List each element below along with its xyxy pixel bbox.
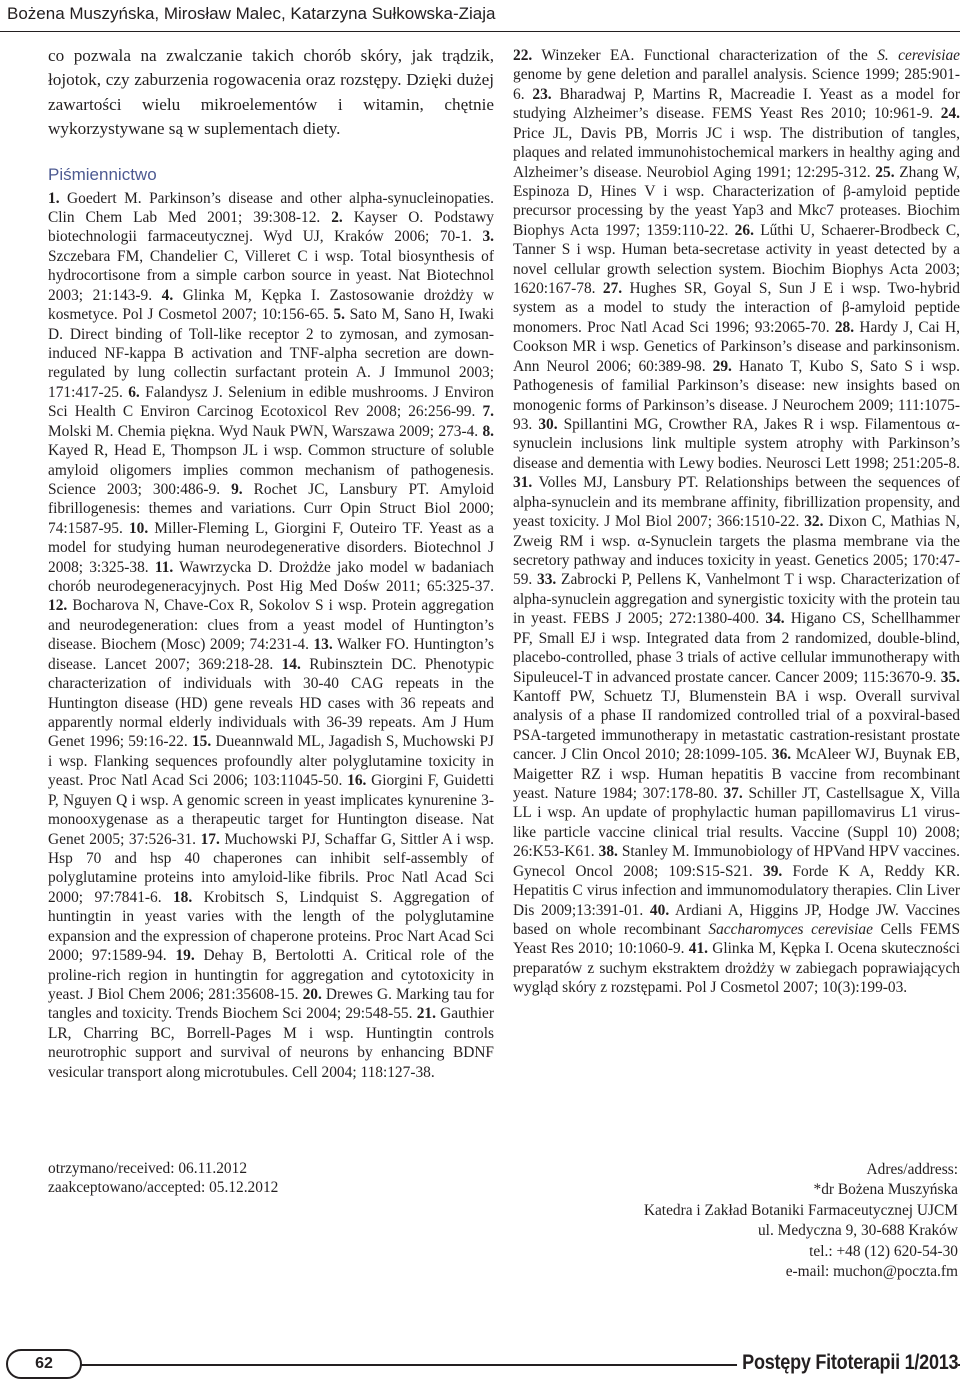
intro-paragraph: co pozwala na zwalczanie takich chorób skóry, jak trądzik, łojotok, czy zaburzenia rogowacenia oraz rozstępy. Dzięki dużej zawartości wielu mikroelementów i witamin, chętnie wykorzystywane są w suplementach diety.	[48, 46, 494, 139]
right-column	[513, 44, 960, 998]
page-number: 62	[6, 1349, 82, 1379]
reference-item: 7. Molski M. Chemia piękna. Wyd Nauk PWN, Warszawa 2009; 273-4.	[48, 403, 495, 440]
reference-item: 9. Rochet JC, Lansbury PT. Amyloid fibrillogenesis: themes and variations. Curr Opin Struct Biol 2000; 74:1587-95.	[48, 480, 494, 537]
address-name: *dr Bożena Muszyńska	[813, 1181, 958, 1199]
reference-item: 18. Krobitsch S, Lindquist S. Aggregation of huntingtin in yeast varies with the length of the polyglutamine expansion and the expression of chaperone proteins. Proc Nart Acad Sci 2000; 97:1589-94.	[48, 888, 495, 965]
reference-item: 41. Glinka M, Kępka I. Ocena skuteczności preparatów z suchym ekstraktem drożdży w zabiegach poprawiających wygląd skóry z rozstępami. Pol J Cosmetol 2007; 10(3):199-03.	[513, 940, 960, 997]
reference-item: 1. Goedert M. Parkinson’s disease and other alpha-synucleinopaties. Clin Chem Lab Med 2001; 39:308-12.	[48, 189, 494, 227]
reference-item: 26. Lűthi U, Schaerer-Brodbeck C, Tanner S i wsp. Human beta-secretase activity in yeast detected by a novel cellular growth selection system. Biochim Biophys Acta 2003; 1620:167-78.	[513, 221, 960, 298]
reference-number: 39.	[763, 862, 783, 880]
reference-item: 21. Gauthier LR, Charring BC, Borrell-Pages M i wsp. Huntingtin controls neurotrophic support and survival of neurons by enhancing BDNF vesicular transport along microtubules. Cell 2004; 118:127-38.	[48, 1005, 494, 1081]
reference-number: 30.	[538, 416, 558, 434]
reference-item: 24. Price JL, Davis PB, Morris JC i wsp. The distribution of tangles, plaques and related immunohistochemical markers in healthy aging and Alzheimer’s disease. Neurobiol Aging 1991; 12:295-312.	[513, 105, 960, 181]
reference-item: 35. Kantoff PW, Schuetz TJ, Blumenstein BA i wsp. Overall survival analysis of a phase II randomized controlled trial of a poxviral-based PSA-targeted immunotherapy in metastatic castration-resistant prostate cancer. J Clin Oncol 2010; 28:1099-105.	[513, 668, 960, 764]
reference-item: 22. Winzeker EA. Functional characterization of the S. cerevisiae genome by gene deletion and parallel analysis. Science 1999; 285:901-6.	[513, 47, 960, 103]
reference-number: 28.	[834, 318, 855, 336]
page-footer	[0, 1344, 960, 1382]
reference-number: 2.	[331, 209, 343, 227]
address-email: e-mail: muchon@poczta.fm	[785, 1263, 958, 1281]
reference-item: 34. Higano CS, Schellhammer PF, Small EJ i wsp. Integrated data from 2 randomized, double-blind, placebo-controlled, phase 3 trials of active cellular immunotherapy with Sipuleucel-T in advanced prostate cancer. Cancer 2009; 115:3670-9.	[513, 610, 960, 686]
reference-item: 12. Bocharova N, Chave-Cox R, Sokolov S i wsp. Protein aggregation and neurodegeneration: clues from a yeast model of Huntington’s disease. Biochem (Mosc) 2009; 74:231-4.	[48, 597, 494, 654]
reference-item: 16. Giorgini F, Guidetti P, Nguyen Q i wsp. A genomic screen in yeast implicates kynurenine 3-monooxygenase as a therapeutic target for Huntington disease. Nat Genet 2005; 37:526-31.	[48, 772, 494, 848]
reference-number: 32.	[804, 513, 824, 531]
reference-item: 6. Falandysz J. Selenium in edible mushrooms. J Environ Sci Health C Environ Carcinog Ecotoxicol Rev 2008; 26:256-99.	[48, 383, 494, 421]
reference-item: 36. McAleer WJ, Buynak EB, Maigetter RZ i wsp. Human hepatitis B vaccine from recombinant yeast. Nature 1984; 307:178-80.	[513, 746, 960, 803]
reference-number: 11.	[154, 558, 174, 576]
reference-number: 14.	[281, 655, 301, 673]
address-street: ul. Medyczna 9, 30-688 Kraków	[757, 1222, 958, 1240]
reference-number: 35.	[940, 668, 960, 686]
header-rule	[0, 31, 960, 32]
reference-number: 37.	[723, 785, 743, 803]
reference-item: 33. Zabrocki P, Pellens K, Vanhelmont T i wsp. Characterization of alpha-synuclein aggregation and synergistic toxicity with the protein tau in yeast. FEBS J 2005; 272:1380-400.	[513, 571, 960, 628]
reference-number: 13.	[313, 636, 333, 654]
reference-number: 22.	[513, 47, 533, 64]
reference-number: 20.	[302, 985, 322, 1003]
references-part-2	[513, 46, 960, 998]
reference-number: 10.	[128, 519, 149, 537]
reference-item: 30. Spillantini MG, Crowther RA, Jakes R i wsp. Filamentous α-synuclein inclusions link multiple system atrophy with Parkinson’s disease and dementia with Lewy bodies. Neurosci Lett 1998; 251:205-8.	[513, 416, 960, 472]
reference-item: 17. Muchowski PJ, Schaffar G, Sittler A i wsp. Hsp 70 and hsp 40 chaperones can inhibit self-assembly of polyglutamine proteins into amyloid-like fibrils. Proc Natl Acad Sci 2000; 97:7841-6.	[48, 830, 494, 906]
reference-number: 36.	[771, 746, 792, 764]
reference-item: 29. Hanato T, Kubo S, Sato S i wsp. Pathogenesis of familial Parkinson’s disease: new insights based on monogenic forms of Parkinson’s disease. J Neurochem 2009; 111:1075-93.	[513, 357, 960, 434]
reference-item: 23. Bharadwaj P, Martins R, Macreadie I. Yeast as a model for studying Alzheimer’s disease. FEMS Yeast Res 2010; 10:961-9.	[513, 85, 960, 123]
reference-item: 10. Miller-Fleming L, Giorgini F, Outeiro TF. Yeast as a model for studying human neurodegenerative disorders. Biotechnol J 2008; 3:325-38.	[48, 519, 494, 576]
reference-item: 4. Glinka M, Kępka I. Zastosowanie drożdży w kosmetyce. Pol J Cosmetol 2007; 10:156-65.	[48, 286, 494, 324]
reference-number: 33.	[537, 571, 557, 589]
reference-item: 15. Dueannwald ML, Jagadish S, Muchowski PJ i wsp. Flanking sequences profoundly alter polyglutamine toxicity in yeast. Proc Natl Acad Sci 2006; 103:11045-50.	[48, 733, 495, 790]
reference-item: 3. Szczebara FM, Chandelier C, Villeret C i wsp. Total biosynthesis of hydrocortisone from a simple carbon source in yeast. Nat Biotechnol 2003; 21:143-9.	[48, 228, 494, 304]
reference-number: 41.	[688, 940, 708, 958]
journal-name: Postępy Fitoterapii 1/2013	[737, 1344, 958, 1382]
reference-number: 12.	[48, 597, 68, 615]
reference-number: 6.	[128, 383, 140, 401]
reference-number: 24.	[940, 105, 960, 123]
reference-number: 7.	[482, 403, 495, 421]
reference-number: 18.	[172, 888, 193, 906]
reference-item: 19. Dehay B, Bertolotti A. Critical role of the proline-rich region in huntingtin for aggregation and cytotoxicity in yeast. J Biol Chem 2006; 281:35608-15.	[48, 947, 494, 1003]
correspondence-address	[644, 1160, 958, 1282]
received-dates	[48, 1160, 278, 1197]
reference-item: 38. Stanley M. Immunobiology of HPVand HPV vaccines. Gynecol Oncol 2008; 109:S15-S21.	[513, 843, 960, 880]
reference-number: 21.	[416, 1005, 436, 1023]
references-part-1	[48, 189, 494, 1082]
reference-number: 25.	[875, 163, 895, 181]
running-header-authors: Bożena Muszyńska, Mirosław Malec, Katarzyna Sułkowska-Ziaja	[7, 4, 496, 23]
reference-item: 5. Sato M, Sano H, Iwaki D. Direct binding of Toll-like receptor 2 to zymosan, and zymosan-induced NF-kappa B activation and TNF-alpha secretion are down-regulated by lung collectin surfactant protein A. J Immunol 2003; 171:417-25.	[48, 306, 494, 401]
reference-item: 14. Rubinsztein DC. Phenotypic characterization of individuals with 30-40 CAG repeats in the Huntington disease (HD) gene reveals HD cases with 36 repeats and apparently normal elderly individuals with 36-39 repeats. Am J Hum Genet 1996; 59:16-22.	[48, 655, 494, 751]
accepted-date: zaakceptowano/accepted: 05.12.2012	[48, 1178, 279, 1196]
received-date: otrzymano/received: 06.11.2012	[48, 1160, 248, 1177]
reference-number: 8.	[482, 422, 494, 440]
reference-number: 15.	[191, 733, 212, 751]
address-dept: Katedra i Zakład Botaniki Farmaceutycznej UJCM	[643, 1201, 958, 1219]
reference-item: 25. Zhang W, Espinoza D, Hines V i wsp. Characterization of β-amyloid peptide precursor processing by the yeast Yap3 and Mkc7 proteases. Biochim Biophys Acta 1997; 1359:110-22.	[513, 163, 960, 239]
address-label: Adres/address:	[866, 1161, 958, 1178]
reference-number: 16.	[347, 772, 367, 790]
reference-number: 34.	[765, 610, 785, 628]
reference-item: 40. Ardiani A, Higgins JP, Hodge JW. Vaccines based on whole recombinant Saccharomyces cerevisiae Cells FEMS Yeast Res 2010; 10:1060-9.	[513, 901, 960, 958]
reference-number: 3.	[482, 228, 494, 246]
reference-number: 27.	[602, 280, 623, 298]
address-tel: tel.: +48 (12) 620-54-30	[809, 1242, 958, 1260]
reference-number: 38.	[598, 843, 618, 861]
left-column	[48, 44, 494, 1082]
section-title: Piśmiennictwo	[48, 164, 157, 184]
reference-number: 5.	[333, 306, 345, 324]
reference-number: 19.	[175, 947, 195, 965]
reference-item: 32. Dixon C, Mathias N, Zweig RM i wsp. α-Synuclein targets the plasma membrane via the secretory pathway and induces toxicity in yeast. Genetics 2005; 170:47-59.	[513, 513, 960, 589]
reference-item: 31. Volles MJ, Lansbury PT. Relationships between the sequences of alpha-synuclein and its membrane affinity, fibrillization propensity, and yeast toxicity. J Mol Biol 2007; 366:1510-22.	[513, 474, 960, 531]
reference-number: 31.	[513, 474, 533, 492]
reference-number: 9.	[231, 480, 243, 498]
reference-item: 20. Drewes G. Marking tau for tangles and toxicity. Trends Biochem Sci 2004; 29:548-55.	[48, 985, 494, 1023]
reference-number: 40.	[649, 901, 670, 919]
reference-number: 29.	[712, 357, 732, 375]
reference-item: 13. Walker FO. Huntington’s disease. Lancet 2007; 369:218-28.	[48, 636, 494, 673]
reference-item: 11. Wawrzycka D. Drożdże jako model w badaniach chorób neurodegeneracyjnych. Post Hig Med Dośw 2011; 65:325-37.	[48, 558, 494, 596]
reference-item: 39. Forde K A, Reddy KR. Hepatitis C virus infection and immunomodulatory therapies. Clin Liver Dis 2009;13:391-01.	[513, 862, 960, 919]
reference-item: 27. Hughes SR, Goyal S, Sun J E i wsp. Two-hybrid system as a model to study the interaction of β-amyloid peptide monomers. Proc Natl Acad Sci 1996; 93:2065-70.	[513, 280, 960, 336]
reference-number: 4.	[161, 286, 174, 304]
reference-number: 17.	[200, 830, 220, 848]
reference-item: 2. Kayser O. Podstawy biotechnologii farmaceutycznej. Wyd UJ, Kraków 2006; 70-1.	[48, 209, 495, 246]
reference-item: 8. Kayed R, Head E, Thompson JL i wsp. Common structure of soluble amyloid oligomers implies common mechanism of pathogenesis. Science 2003; 300:486-9.	[48, 422, 494, 498]
reference-number: 1.	[48, 189, 60, 207]
reference-item: 28. Hardy J, Cai H, Cookson MR i wsp. Genetics of Parkinson’s disease and parkinsonism. Ann Neurol 2006; 60:389-98.	[513, 318, 960, 375]
reference-number: 23.	[532, 85, 552, 103]
reference-number: 26.	[734, 221, 754, 239]
reference-item: 37. Schiller JT, Castellsague X, Villa LL i wsp. An update of prophylactic human papillomavirus L1 virus-like particle vaccine clinical trial results. Vaccine (Suppl 10) 2008; 26:K53-K61.	[513, 785, 960, 861]
